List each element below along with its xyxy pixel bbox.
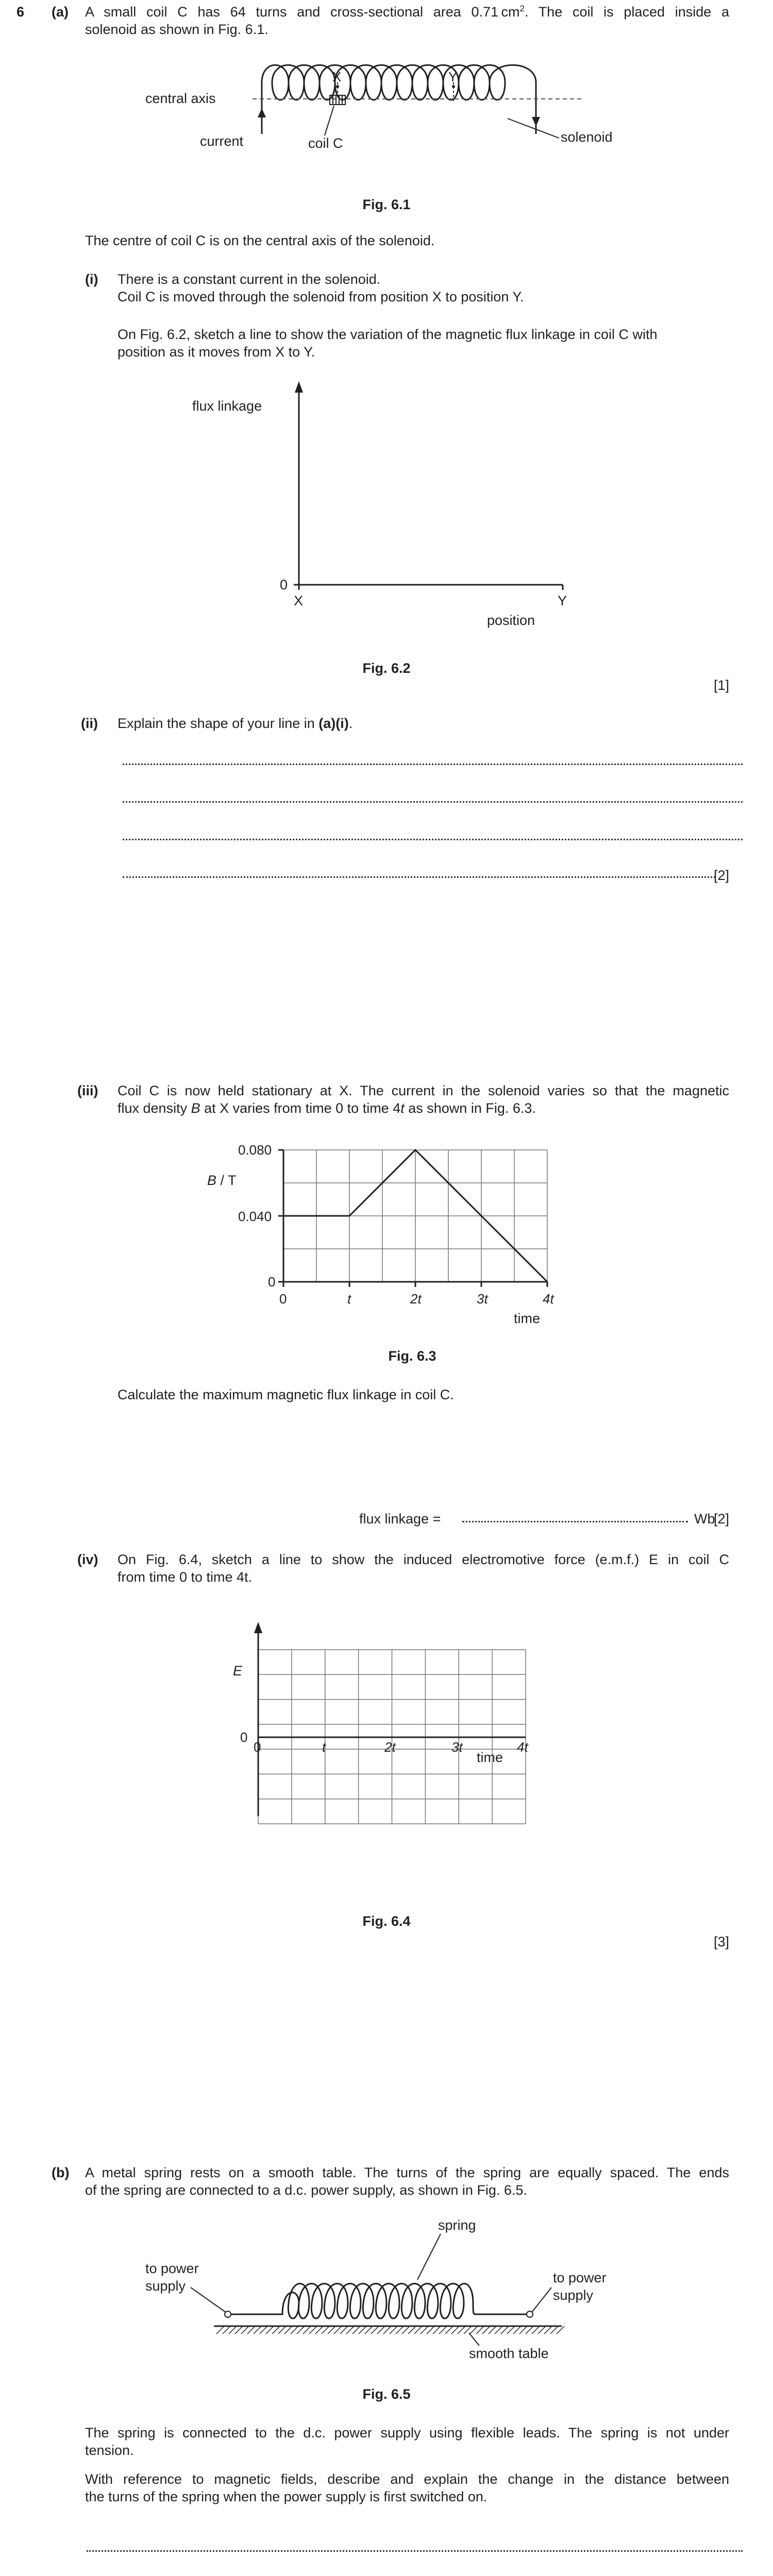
- table-hatch-line: [433, 2326, 441, 2334]
- table-hatch-line: [377, 2326, 385, 2334]
- sub-i-instruction: On Fig. 6.2, sketch a line to show the variation of the magnetic flux linkage in coil C with position as it moves from X to Y.: [117, 327, 658, 360]
- table-hatch-line: [451, 2326, 459, 2334]
- table-hatch-line: [284, 2326, 292, 2334]
- sub-iii-question: Calculate the maximum magnetic flux linkage in coil C.: [117, 1387, 454, 1402]
- fig63-ytick-0: 0: [268, 1274, 276, 1290]
- table-hatch-line: [402, 2326, 410, 2334]
- fig61-central-axis-label: central axis: [145, 91, 216, 106]
- table-hatch-line: [223, 2326, 230, 2334]
- table-hatch-line: [278, 2326, 286, 2334]
- fig62-ylabel: flux linkage: [192, 398, 262, 414]
- table-hatch-line: [365, 2326, 373, 2334]
- table-hatch-line: [501, 2326, 509, 2334]
- fig63-ytick-1: 0.040: [238, 1209, 272, 1224]
- fig64-xtick-4: 4t: [517, 1739, 528, 1755]
- table-hatch-line: [272, 2326, 280, 2334]
- table-hatch-line: [538, 2326, 546, 2334]
- sub-i-marks: [1]: [713, 677, 729, 693]
- fig64-xtick-0: 0: [254, 1739, 261, 1755]
- fig61-coil-c-label: coil C: [308, 135, 343, 151]
- part-a-label: (a): [52, 4, 69, 20]
- table-hatch-line: [260, 2326, 267, 2334]
- sub-iii-text: Coil C is now held stationary at X. The current in the solenoid varies so that the magnetic flux density B at X varies from time 0 to time 4t as shown in Fig. 6.3.: [117, 1083, 729, 1116]
- flux-linkage-answer-label: flux linkage =: [359, 1511, 441, 1527]
- table-hatch-line: [464, 2326, 472, 2334]
- fig61-current-label: current: [200, 133, 244, 149]
- table-hatch-line: [396, 2326, 404, 2334]
- fig64-xtick-1: t: [322, 1739, 326, 1755]
- table-hatch-line: [346, 2326, 354, 2334]
- table-hatch-line: [383, 2326, 391, 2334]
- table-hatch-line: [390, 2326, 397, 2334]
- fig-6-4-grid: [0, 1592, 773, 1880]
- table-hatch-line: [495, 2326, 502, 2334]
- fig-6-1-caption: Fig. 6.1: [362, 197, 411, 212]
- fig62-x-end: Y: [558, 593, 567, 608]
- answer-line[interactable]: [123, 876, 715, 878]
- fig62-origin: 0: [280, 577, 288, 592]
- fig63-ylabel: B / T: [207, 1173, 237, 1188]
- table-hatch-line: [266, 2326, 274, 2334]
- fig65-left-supply-l2: supply: [145, 2278, 186, 2294]
- fig65-spring-label: spring: [438, 2217, 476, 2233]
- table-hatch-line: [359, 2326, 366, 2334]
- fig62-x-start: X: [294, 593, 304, 608]
- table-hatch-line: [303, 2326, 311, 2334]
- table-hatch-line: [445, 2326, 453, 2334]
- table-hatch-line: [427, 2326, 434, 2334]
- fig65-right-supply-l1: to power: [553, 2270, 607, 2285]
- fig64-xtick-2: 2t: [384, 1739, 396, 1755]
- current-arrow-up-icon: [258, 108, 266, 117]
- table-hatch-line: [340, 2326, 348, 2334]
- fig63-xtick-1: t: [347, 1291, 351, 1307]
- table-hatch-line: [254, 2326, 261, 2334]
- table-hatch-line: [216, 2326, 224, 2334]
- fig-6-5-caption: Fig. 6.5: [362, 2386, 411, 2402]
- table-hatch-line: [513, 2326, 521, 2334]
- table-hatch-line: [291, 2326, 298, 2334]
- fig63-ytick-2: 0.080: [238, 1142, 272, 1158]
- sub-i-text: There is a constant current in the solenoid. Coil C is moved through the solenoid from position X to position Y.: [117, 272, 524, 304]
- table-hatch-line: [544, 2326, 552, 2334]
- flux-linkage-answer-line[interactable]: [462, 1521, 688, 1522]
- fig63-xtick-2: 2t: [410, 1291, 422, 1307]
- table-hatch-line: [519, 2326, 527, 2334]
- fig65-left-supply-l1: to power: [145, 2261, 199, 2276]
- table-hatch-line: [297, 2326, 305, 2334]
- table-hatch-line: [507, 2326, 515, 2334]
- table-hatch-line: [352, 2326, 360, 2334]
- sub-iii-marks: [2]: [713, 1511, 729, 1527]
- fig-6-2-caption: Fig. 6.2: [362, 660, 411, 676]
- fig-6-1-solenoid-diagram: [0, 52, 773, 206]
- sub-iv-label: (iv): [77, 1552, 98, 1567]
- centre-statement: The centre of coil C is on the central axis of the solenoid.: [85, 233, 435, 248]
- table-hatch-line: [421, 2326, 428, 2334]
- fig64-xtick-3: 3t: [451, 1739, 463, 1755]
- table-hatch-line: [334, 2326, 342, 2334]
- table-hatch-line: [532, 2326, 540, 2334]
- table-hatch-line: [476, 2326, 484, 2334]
- sub-iv-text: On Fig. 6.4, sketch a line to show the induced electromotive force (e.m.f.) E in coil C from time 0 to time 4t.: [117, 1552, 729, 1585]
- table-hatch-line: [550, 2326, 558, 2334]
- part-b-para2: With reference to magnetic fields, describe and explain the change in the distance between the turns of the spring when the power supply is first switched on.: [85, 2471, 729, 2504]
- fig64-y-axis-arrow-icon: [254, 1622, 262, 1633]
- fig-6-3-caption: Fig. 6.3: [388, 1348, 436, 1364]
- y-axis-arrow-icon: [295, 381, 303, 393]
- answer-line[interactable]: [123, 839, 743, 840]
- table-hatch-line: [458, 2326, 465, 2334]
- table-hatch-line: [408, 2326, 416, 2334]
- fig65-right-supply-l2: supply: [553, 2287, 594, 2303]
- fig61-solenoid-label: solenoid: [561, 129, 613, 145]
- fig63-xlabel: time: [514, 1311, 541, 1326]
- fig-6-2-axes: [0, 361, 773, 628]
- fig-6-3-chart: [0, 1123, 773, 1329]
- flux-linkage-unit: Wb: [694, 1511, 715, 1527]
- table-hatch-line: [526, 2326, 533, 2334]
- part-a-intro: A small coil C has 64 turns and cross-sectional area 0.71 $cm^2$. The coil is placed inside a solenoid as shown in Fig. 6.1.: [85, 4, 729, 37]
- table-hatch-line: [489, 2326, 496, 2334]
- answer-line[interactable]: [87, 2550, 743, 2552]
- fig63-axes: [278, 1150, 547, 1287]
- table-hatch-line: [328, 2326, 335, 2334]
- table-hatch-line: [470, 2326, 478, 2334]
- fig64-origin: 0: [240, 1730, 248, 1745]
- fig61-x-label: X: [332, 69, 342, 84]
- fig63-xtick-4: 4t: [543, 1291, 554, 1307]
- question-number: 6: [16, 4, 25, 20]
- answer-line[interactable]: [123, 764, 743, 765]
- table-hatch-line: [557, 2326, 564, 2334]
- fig-6-5-spring-diagram: [0, 2205, 773, 2370]
- table-hatch-line: [322, 2326, 329, 2334]
- part-b-para1: The spring is connected to the d.c. power supply using flexible leads. The spring is not under tension.: [85, 2425, 729, 2458]
- part-b-label: (b): [52, 2165, 70, 2180]
- table-hatch-line: [229, 2326, 237, 2334]
- table-hatch-line: [439, 2326, 447, 2334]
- sub-i-label: (i): [85, 272, 98, 287]
- solenoid-coil: [262, 65, 536, 116]
- part-b-intro: A metal spring rests on a smooth table. The turns of the spring are equally spaced. The ends of the spring are connected to a d.c. power supply, as shown in Fig. 6.5.: [85, 2165, 729, 2198]
- table-hatch-line: [309, 2326, 317, 2334]
- fig65-table-label: smooth table: [469, 2346, 549, 2361]
- fig64-xlabel: time: [477, 1750, 503, 1765]
- fig-6-4-caption: Fig. 6.4: [362, 1913, 411, 1929]
- sub-ii-label: (ii): [81, 716, 98, 731]
- fig63-xtick-3: 3t: [477, 1291, 488, 1307]
- answer-line[interactable]: [123, 801, 743, 803]
- spring-coil: [228, 2284, 530, 2319]
- fig62-xlabel: position: [487, 613, 535, 628]
- table-hatch-line: [371, 2326, 379, 2334]
- table-hatch-line: [235, 2326, 243, 2334]
- table-hatch-line: [315, 2326, 323, 2334]
- table-hatch-line: [414, 2326, 422, 2334]
- table-hatch-line: [247, 2326, 255, 2334]
- fig64-ylabel: E: [233, 1663, 243, 1679]
- sub-iv-marks: [3]: [713, 1934, 729, 1950]
- table-hatch-line: [241, 2326, 249, 2334]
- fig61-y-label: Y: [448, 69, 458, 84]
- sub-ii-marks: [2]: [713, 868, 729, 883]
- table-hatch-line: [482, 2326, 490, 2334]
- fig63-xtick-0: 0: [279, 1291, 287, 1307]
- sub-iii-label: (iii): [77, 1083, 98, 1098]
- sub-ii-text: Explain the shape of your line in (a)(i).: [117, 716, 353, 731]
